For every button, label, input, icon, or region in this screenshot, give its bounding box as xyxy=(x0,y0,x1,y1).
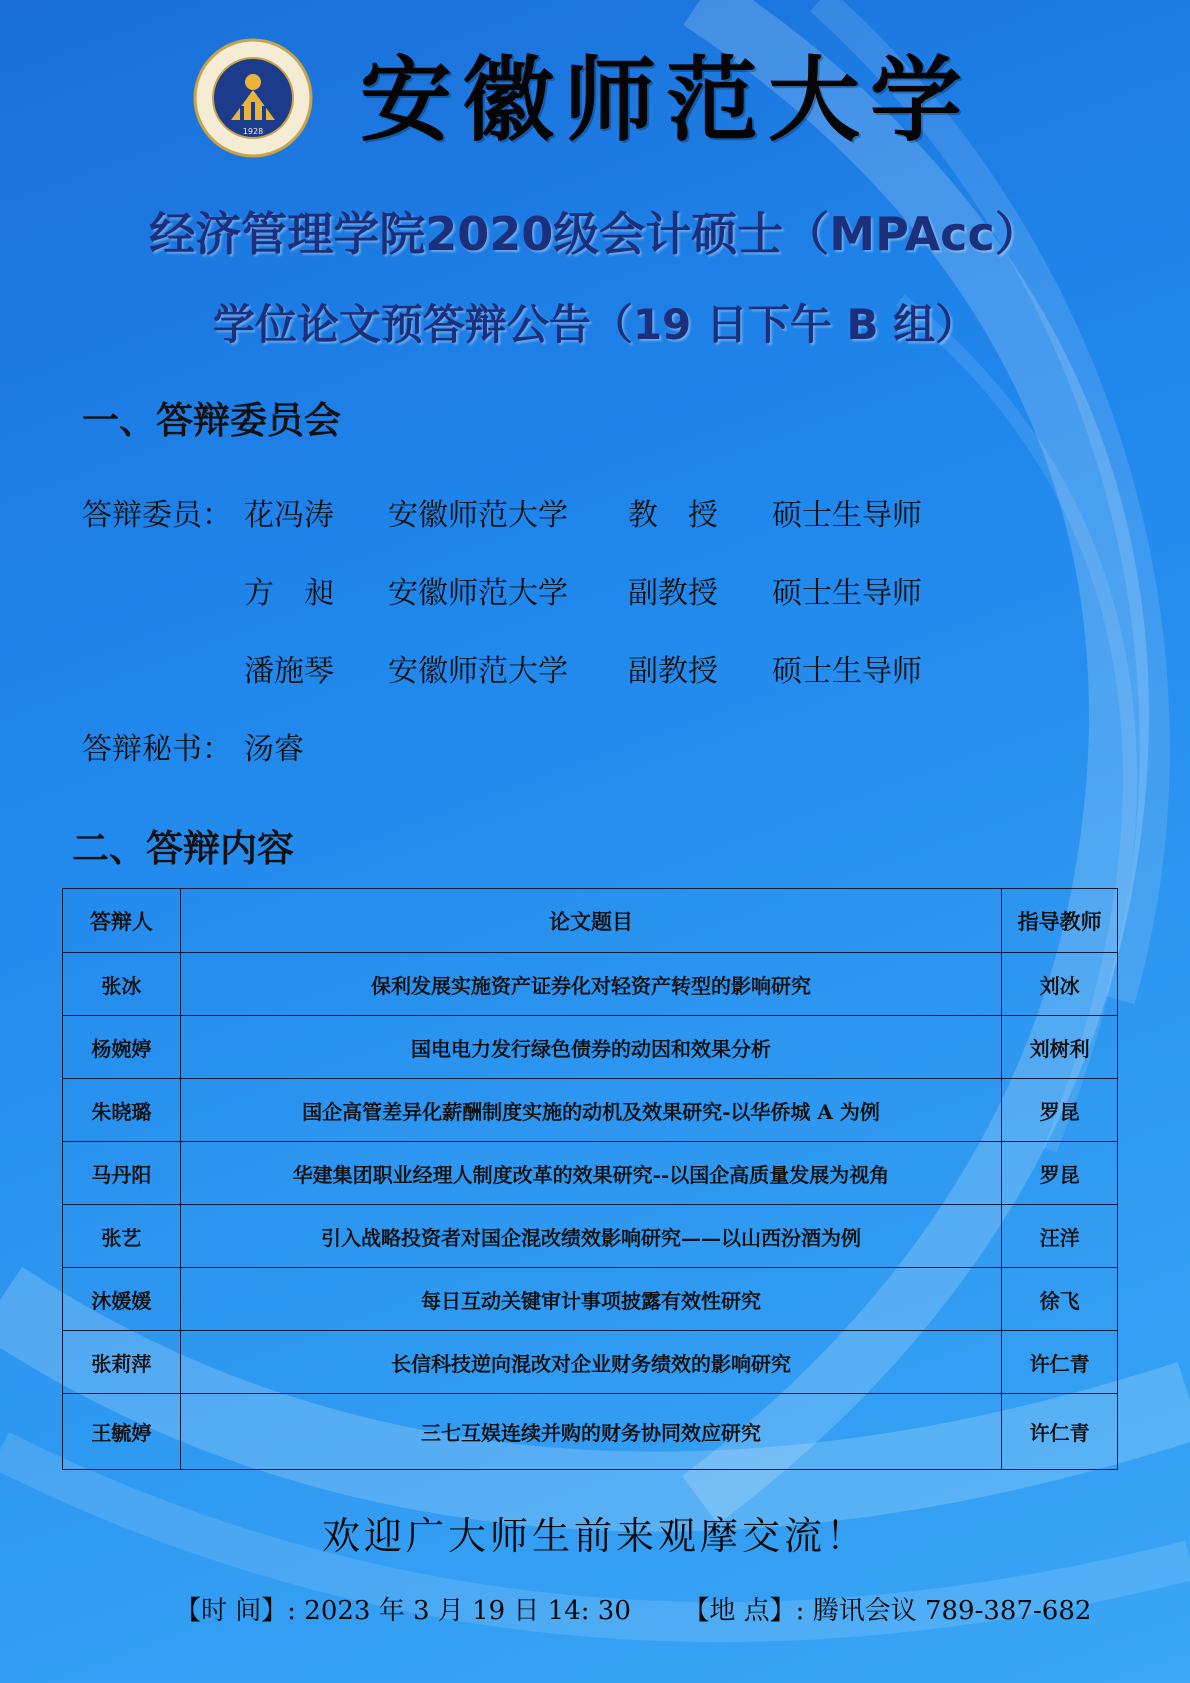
thesis-title-cell: 三七互娱连续并购的财务协同效应研究 xyxy=(180,1394,1001,1470)
advisor-cell: 罗昆 xyxy=(1002,1079,1118,1142)
committee-member-org: 安徽师范大学 xyxy=(388,576,568,611)
student-cell: 杨婉婷 xyxy=(63,1016,181,1079)
announcement-title-line2: 学位论文预答辩公告（19 日下午 B 组） xyxy=(212,300,978,349)
content-section-title: 二、答辩内容 xyxy=(72,827,294,870)
committee-member-role: 硕士生导师 xyxy=(772,654,922,689)
advisor-cell: 刘冰 xyxy=(1002,953,1118,1016)
student-cell: 沐媛媛 xyxy=(63,1268,181,1331)
place-value: 腾讯会议 789-387-682 xyxy=(812,1596,1092,1626)
student-cell: 马丹阳 xyxy=(63,1142,181,1205)
committee-member-role: 硕士生导师 xyxy=(772,498,922,533)
defense-schedule-table xyxy=(62,888,1118,1470)
student-cell: 王毓婷 xyxy=(63,1394,181,1470)
committee-member-title: 副教授 xyxy=(628,654,718,689)
committee-member-role: 硕士生导师 xyxy=(772,576,922,611)
thesis-title-cell: 每日互动关键审计事项披露有效性研究 xyxy=(180,1268,1001,1331)
student-cell: 张莉萍 xyxy=(63,1331,181,1394)
committee-member-name: 潘施琴 xyxy=(244,654,334,689)
committee-member-name: 花冯涛 xyxy=(244,498,334,533)
svg-text:1928: 1928 xyxy=(242,127,264,136)
student-cell: 张艺 xyxy=(63,1205,181,1268)
table-header-row xyxy=(63,889,1118,953)
thesis-title-cell: 长信科技逆向混改对企业财务绩效的影响研究 xyxy=(180,1331,1001,1394)
thesis-title-cell: 保利发展实施资产证券化对轻资产转型的影响研究 xyxy=(180,953,1001,1016)
announcement-title-line1: 经济管理学院2020级会计硕士（MPAcc） xyxy=(149,207,1041,261)
advisor-cell: 汪洋 xyxy=(1002,1205,1118,1268)
header-student: 答辩人 xyxy=(63,889,181,953)
advisor-cell: 刘树利 xyxy=(1002,1016,1118,1079)
table-row xyxy=(63,1331,1118,1394)
table-row xyxy=(63,1016,1118,1079)
table-row xyxy=(63,1079,1118,1142)
thesis-title-cell: 国电电力发行绿色债券的动因和效果分析 xyxy=(180,1016,1001,1079)
event-info xyxy=(175,1590,1091,1627)
header-thesis-title: 论文题目 xyxy=(180,889,1001,953)
university-name: 安徽师范大学 xyxy=(360,46,973,154)
student-cell: 张冰 xyxy=(63,953,181,1016)
committee-section-title: 一、答辩委员会 xyxy=(82,399,341,442)
welcome-message: 欢迎广大师生前来观摩交流！ xyxy=(321,1514,868,1558)
thesis-title-cell: 华建集团职业经理人制度改革的效果研究--以国企高质量发展为视角 xyxy=(180,1142,1001,1205)
table-row xyxy=(63,1268,1118,1331)
advisor-cell: 徐飞 xyxy=(1002,1268,1118,1331)
advisor-cell: 许仁青 xyxy=(1002,1394,1118,1470)
advisor-cell: 许仁青 xyxy=(1002,1331,1118,1394)
committee-member-org: 安徽师范大学 xyxy=(388,654,568,689)
committee-member-title: 教 授 xyxy=(628,498,718,533)
committee-members-label: 答辩委员： xyxy=(82,498,232,533)
committee-member-name: 方 昶 xyxy=(244,576,334,611)
table-row xyxy=(63,953,1118,1016)
time-label: 【时 间】: xyxy=(175,1596,297,1626)
committee-member-title: 副教授 xyxy=(628,576,718,611)
table-row xyxy=(63,1142,1118,1205)
university-logo xyxy=(193,38,313,158)
secretary-name: 汤睿 xyxy=(244,732,304,767)
thesis-title-cell: 国企高管差异化薪酬制度实施的动机及效果研究-以华侨城 A 为例 xyxy=(180,1079,1001,1142)
student-cell: 朱晓璐 xyxy=(63,1079,181,1142)
place-label: 【地 点】: xyxy=(683,1596,805,1626)
advisor-cell: 罗昆 xyxy=(1002,1142,1118,1205)
table-row xyxy=(63,1394,1118,1470)
header-advisor: 指导教师 xyxy=(1002,889,1118,953)
table-row xyxy=(63,1205,1118,1268)
thesis-title-cell: 引入战略投资者对国企混改绩效影响研究——以山西汾酒为例 xyxy=(180,1205,1001,1268)
committee-member-org: 安徽师范大学 xyxy=(388,498,568,533)
time-value: 2023 年 3 月 19 日 14: 30 xyxy=(304,1596,631,1626)
secretary-label: 答辩秘书： xyxy=(82,732,232,767)
